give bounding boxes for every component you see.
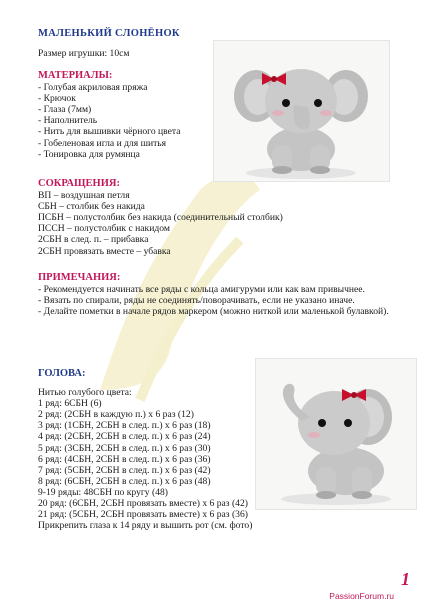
material-item: - Нить для вышивки чёрного цвета bbox=[38, 126, 181, 138]
abbreviation-item: ВП – воздушная петля bbox=[38, 190, 130, 202]
abbreviations-heading: СОКРАЩЕНИЯ: bbox=[38, 178, 120, 189]
size-line: Размер игрушки: 10см bbox=[38, 48, 130, 59]
head-row: 2 ряд: (2СБН в каждую п.) х 6 раз (12) bbox=[38, 409, 194, 421]
elephant-photo-front bbox=[213, 40, 390, 182]
head-heading: ГОЛОВА: bbox=[38, 368, 86, 379]
page-number: 1 bbox=[401, 569, 410, 589]
site-watermark: PassionForum.ru bbox=[329, 591, 394, 601]
head-row: 8 ряд: (6СБН, 2СБН в след. п.) х 6 раз (48) bbox=[38, 475, 211, 487]
material-item: - Глаза (7мм) bbox=[38, 104, 92, 116]
head-row: 1 ряд: 6СБН (6) bbox=[38, 398, 102, 410]
elephant-photo-side bbox=[255, 358, 417, 510]
note-item: - Вязать по спирали, ряды не соединять/поворачивать, если не указано иначе. bbox=[38, 295, 355, 307]
head-section bbox=[38, 368, 252, 531]
note-item: - Рекомендуется начинать все ряды с кольца амигуруми или как вам привычнее. bbox=[38, 284, 365, 296]
head-row: 5 ряд: (3СБН, 2СБН в след. п.) х 6 раз (30) bbox=[38, 442, 211, 454]
material-item: - Тонировка для румянца bbox=[38, 148, 140, 160]
head-row: 21 ряд: (5СБН, 2СБН провязать вместе) х 6 раз (36) bbox=[38, 509, 248, 521]
abbreviation-item: ПСБН – полустолбик без накида (соединительный столбик) bbox=[38, 212, 283, 224]
notes-heading: ПРИМЕЧАНИЯ: bbox=[38, 272, 121, 283]
head-row: Прикрепить глаза к 14 ряду и вышить рот (см. фото) bbox=[38, 520, 253, 532]
head-row: 4 ряд: (2СБН, 2СБН в след. п.) х 6 раз (24) bbox=[38, 431, 211, 443]
notes-section bbox=[38, 272, 404, 317]
materials-section bbox=[38, 70, 180, 160]
material-item: - Наполнитель bbox=[38, 115, 98, 127]
material-item: - Голубая акриловая пряжа bbox=[38, 82, 148, 94]
head-intro: Нитью голубого цвета: bbox=[38, 387, 132, 399]
abbreviation-item: 2СБН провязать вместе – убавка bbox=[38, 245, 171, 257]
head-row: 6 ряд: (4СБН, 2СБН в след. п.) х 6 раз (36) bbox=[38, 453, 211, 465]
head-row: 20 ряд: (6СБН, 2СБН провязать вместе) х 6 раз (42) bbox=[38, 498, 248, 510]
material-item: - Крючок bbox=[38, 93, 76, 105]
head-row: 7 ряд: (5СБН, 2СБН в след. п.) х 6 раз (42) bbox=[38, 464, 211, 476]
head-row: 9-19 ряды: 48СБН по кругу (48) bbox=[38, 486, 168, 498]
note-item: - Делайте пометки в начале рядов маркером (можно ниткой или маленькой булавкой). bbox=[38, 306, 389, 318]
head-row: 3 ряд: (1СБН, 2СБН в след. п.) х 6 раз (18) bbox=[38, 420, 211, 432]
material-item: - Гобеленовая игла и для шитья bbox=[38, 137, 167, 149]
abbreviation-item: 2СБН в след. п. – прибавка bbox=[38, 234, 149, 246]
page-title: МАЛЕНЬКИЙ СЛОНЁНОК bbox=[38, 28, 180, 39]
abbreviation-item: ПССН – полустолбик с накидом bbox=[38, 223, 170, 235]
abbreviation-item: СБН – столбик без накида bbox=[38, 201, 145, 213]
elephant-illustration bbox=[214, 41, 389, 181]
materials-heading: МАТЕРИАЛЫ: bbox=[38, 70, 113, 81]
abbreviations-section bbox=[38, 178, 283, 257]
elephant-illustration bbox=[256, 359, 416, 509]
